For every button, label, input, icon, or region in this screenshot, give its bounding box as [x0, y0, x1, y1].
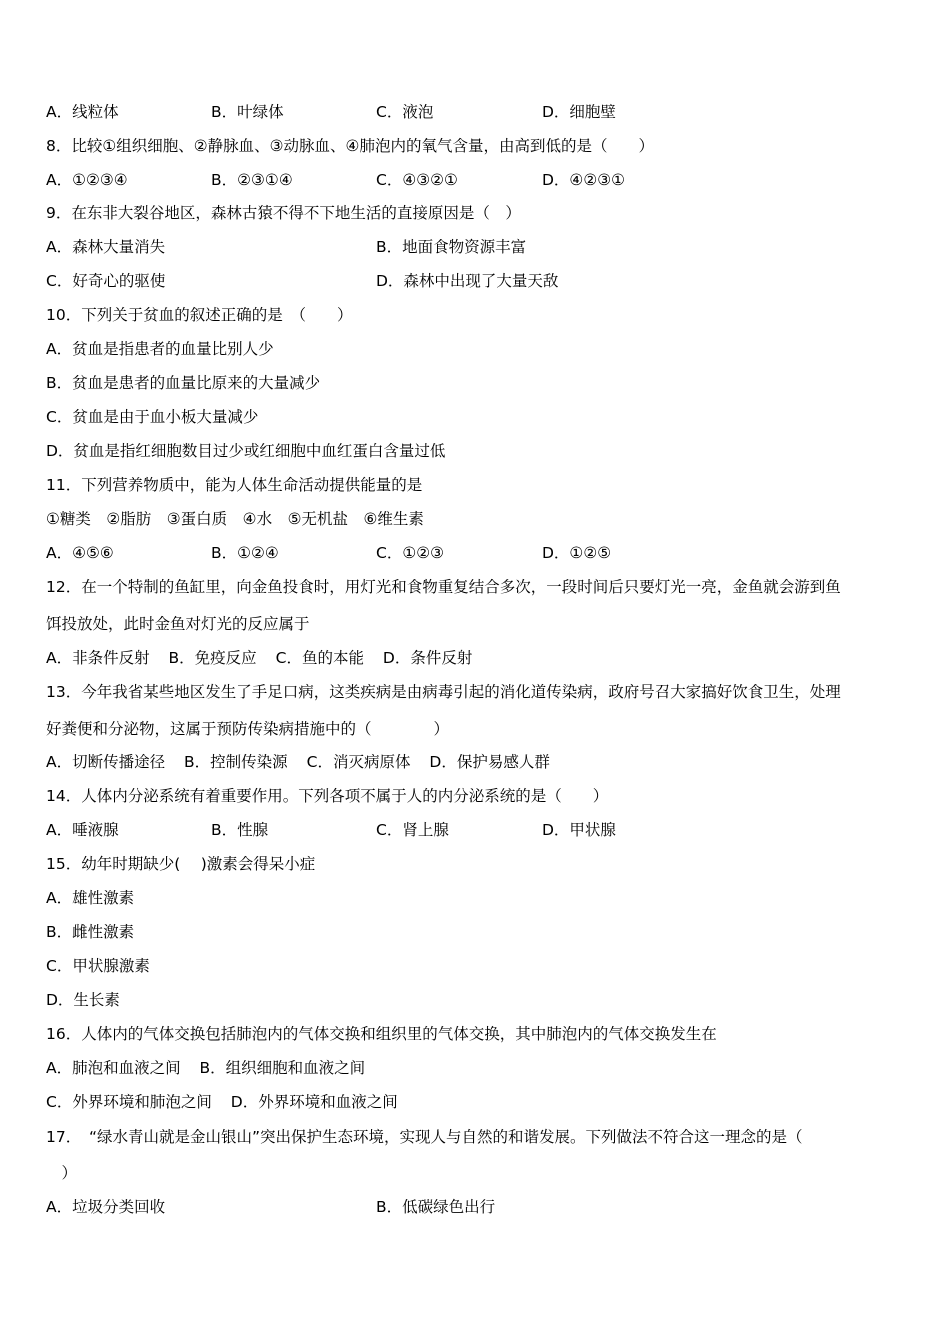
q14-stem: 14．人体内分泌系统有着重要作用。下列各项不属于人的内分泌系统的是（ ） [46, 787, 609, 805]
q10-option-b: B．贫血是患者的血量比原来的大量减少 [46, 374, 321, 392]
q16-option-d: D．外界环境和血液之间 [230, 1093, 398, 1111]
q12-option-b: B．免疫反应 [168, 649, 257, 667]
q9-options-row2 [46, 271, 906, 291]
q13-option-c: C．消灭病原体 [306, 753, 411, 771]
q16-options-row1 [46, 1058, 379, 1078]
q11-option-b: B．①②④ [211, 544, 279, 562]
q11-stem: 11．下列营养物质中，能为人体生命活动提供能量的是 [46, 476, 423, 494]
q8-option-a: A．①②③④ [46, 171, 128, 189]
q13-stem-line1: 13．今年我省某些地区发生了手足口病，这类疾病是由病毒引起的消化道传染病，政府号召大家搞好饮食卫生，处理 [46, 683, 841, 701]
q17-option-a: A．垃圾分类回收 [46, 1198, 166, 1216]
q7-option-d: D．细胞壁 [542, 103, 616, 121]
q11-option-c: C．①②③ [376, 544, 445, 562]
q17-stem-line1: 17． “绿水青山就是金山银山”突出保护生态环境，实现人与自然的和谐发展。下列做法不符合这一理念的是（ [46, 1128, 803, 1146]
q15-option-d: D．生长素 [46, 991, 120, 1009]
q7-option-c: C．液泡 [376, 103, 434, 121]
q9-option-a: A．森林大量消失 [46, 238, 166, 256]
q13-stem-line2: 好粪便和分泌物，这属于预防传染病措施中的（ ） [46, 720, 450, 738]
q14-option-a: A．唾液腺 [46, 821, 119, 839]
q7-options [46, 102, 906, 122]
q16-option-b: B．组织细胞和血液之间 [199, 1059, 366, 1077]
q10-option-a: A．贫血是指患者的血量比别人少 [46, 340, 274, 358]
q10-stem: 10．下列关于贫血的叙述正确的是 （ ） [46, 306, 353, 324]
q13-option-d: D．保护易感人群 [429, 753, 550, 771]
q15-option-c: C．甲状腺激素 [46, 957, 150, 975]
q9-options-row1 [46, 237, 906, 257]
q11-option-a: A．④⑤⑥ [46, 544, 114, 562]
q10-option-c: C．贫血是由于血小板大量减少 [46, 408, 259, 426]
q17-options [46, 1197, 906, 1217]
q13-option-a: A．切断传播途径 [46, 753, 166, 771]
q14-options [46, 820, 906, 840]
q15-stem: 15．幼年时期缺少( )激素会得呆小症 [46, 855, 316, 873]
q9-option-d: D．森林中出现了大量天敌 [376, 272, 559, 290]
q14-option-c: C．肾上腺 [376, 821, 449, 839]
q14-option-b: B．性腺 [211, 821, 269, 839]
q12-options [46, 648, 486, 668]
q10-option-d: D．贫血是指红细胞数目过少或红细胞中血红蛋白含量过低 [46, 442, 446, 460]
q15-option-b: B．雌性激素 [46, 923, 135, 941]
q17-stem-line2: ） [46, 1164, 78, 1182]
q16-stem: 16．人体内的气体交换包括肺泡内的气体交换和组织里的气体交换，其中肺泡内的气体交换发生在 [46, 1025, 717, 1043]
q8-option-c: C．④③②① [376, 171, 458, 189]
q13-options [46, 752, 564, 772]
q8-stem: 8．比较①组织细胞、②静脉血、③动脉血、④肺泡内的氧气含量，由高到低的是（ ） [46, 137, 654, 155]
q14-option-d: D．甲状腺 [542, 821, 616, 839]
q16-option-a: A．肺泡和血液之间 [46, 1059, 181, 1077]
q7-option-b: B．叶绿体 [211, 103, 284, 121]
q12-stem-line1: 12．在一个特制的鱼缸里，向金鱼投食时，用灯光和食物重复结合多次，一段时间后只要灯光一亮，金鱼就会游到鱼 [46, 578, 841, 596]
q8-option-d: D．④②③① [542, 171, 626, 189]
q9-option-c: C．好奇心的驱使 [46, 272, 166, 290]
q7-option-a: A．线粒体 [46, 103, 119, 121]
q12-stem-line2: 饵投放处，此时金鱼对灯光的反应属于 [46, 615, 310, 633]
q9-stem: 9．在东非大裂谷地区，森林古猿不得不下地生活的直接原因是（ ） [46, 204, 521, 222]
q13-option-b: B．控制传染源 [184, 753, 288, 771]
q12-option-d: D．条件反射 [382, 649, 473, 667]
q9-option-b: B．地面食物资源丰富 [376, 238, 527, 256]
q11-option-d: D．①②⑤ [542, 544, 612, 562]
q8-options [46, 170, 906, 190]
q16-options-row2 [46, 1092, 412, 1112]
q16-option-c: C．外界环境和肺泡之间 [46, 1093, 212, 1111]
q15-option-a: A．雄性激素 [46, 889, 135, 907]
q17-option-b: B．低碳绿色出行 [376, 1198, 496, 1216]
q8-option-b: B．②③①④ [211, 171, 293, 189]
q12-option-c: C．鱼的本能 [275, 649, 364, 667]
q12-option-a: A．非条件反射 [46, 649, 150, 667]
q11-items: ①糖类 ②脂肪 ③蛋白质 ④水 ⑤无机盐 ⑥维生素 [46, 510, 424, 528]
q11-options [46, 543, 906, 563]
